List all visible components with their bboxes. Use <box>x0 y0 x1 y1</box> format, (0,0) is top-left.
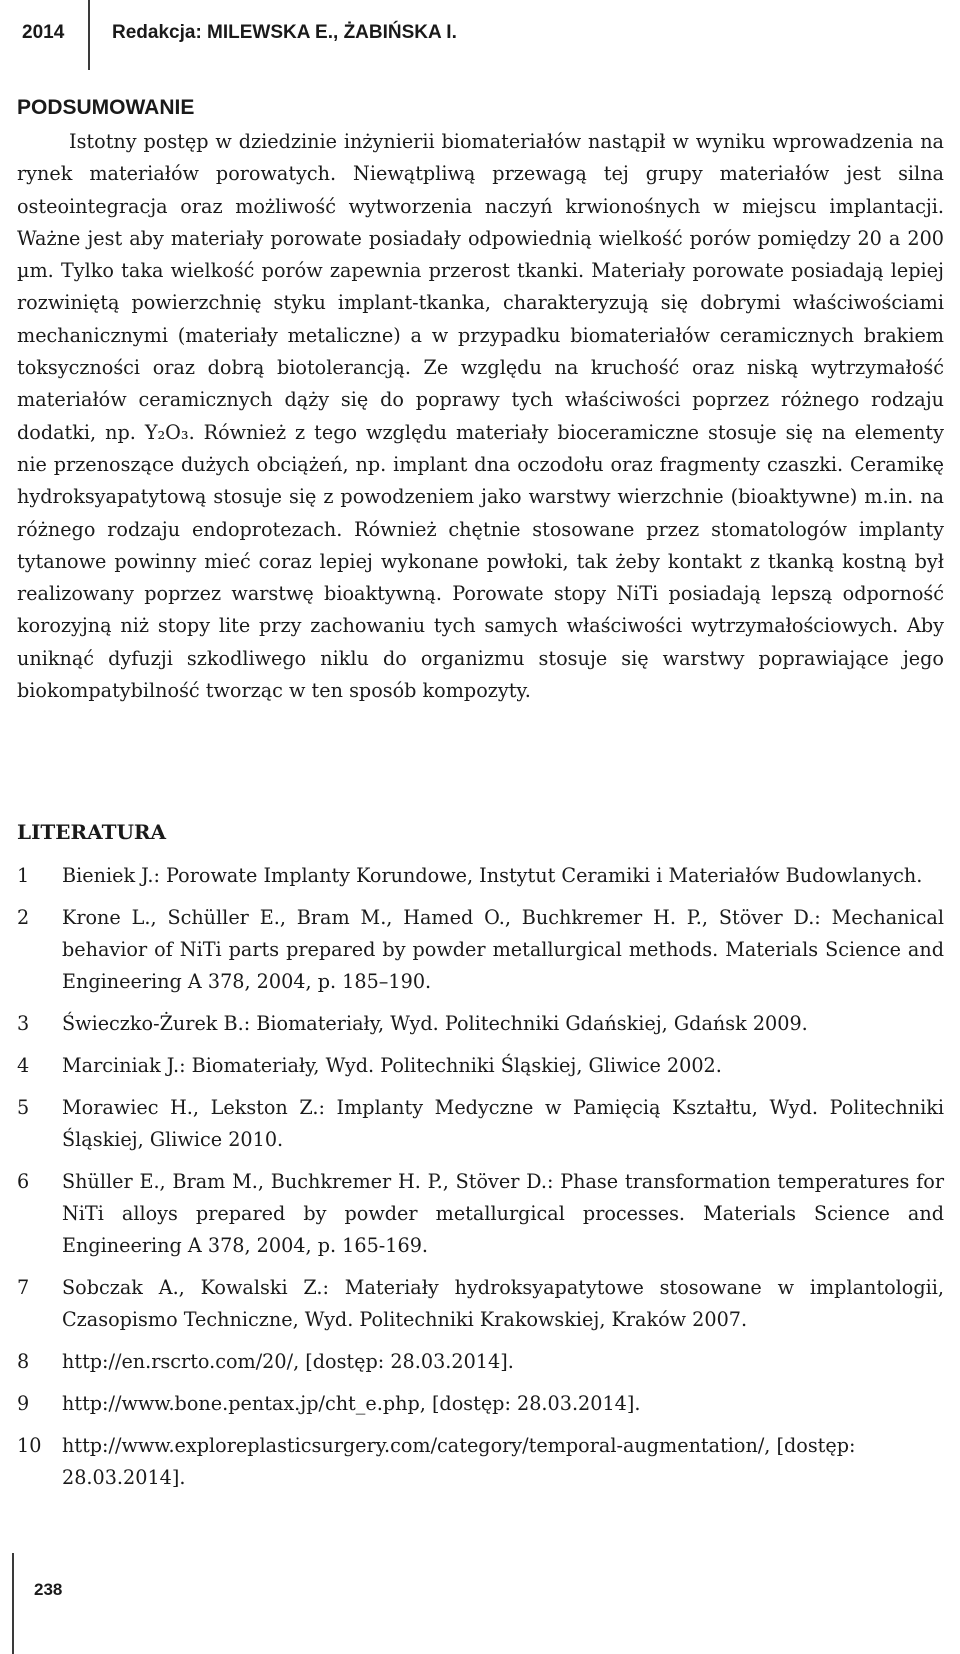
reference-item <box>17 1346 944 1378</box>
reference-text: Sobczak A., Kowalski Z.: Materiały hydroksyapatytowe stosowane w implantologii, Czasopismo Techniczne, Wyd. Politechniki Krakowskiej, Kraków 2007. <box>62 1276 944 1331</box>
reference-item <box>17 902 944 998</box>
reference-number: 1 <box>17 864 30 887</box>
reference-text: Morawiec H., Lekston Z.: Implanty Medyczne w Pamięcią Kształtu, Wyd. Politechniki Śląskiej, Gliwice 2010. <box>62 1096 944 1151</box>
reference-link[interactable]: http://en.rscrto.com/20/, [dostęp: 28.03.2014]. <box>62 1350 514 1373</box>
summary-paragraph: Istotny postęp w dziedzinie inżynierii biomateriałów nastąpił w wyniku wprowadzenia na rynek materiałów porowatych. Niewątpliwą przewagą tej grupy materiałów jest silna osteointegracja oraz możliwość wytworzenia naczyń krwionośnych w miejscu implantacji. Ważne jest aby materiały porowate posiadały odpowiednią wielkość porów pomiędzy 20 a 200 µm. Tylko taka wielkość porów zapewnia przerost tkanki. Materiały porowate posiadają lepiej rozwiniętą powierzchnię styku implant-tkanka, charakteryzują się dobrymi właściwościami mechanicznymi (materiały metaliczne) a w przypadku biomateriałów ceramicznych brakiem toksyczności oraz dobrą biotolerancją. Ze względu na kruchość oraz niską wytrzymałość materiałów ceramicznych dąży się do poprawy tych właściwości poprzez różnego rodzaju dodatki, np. Y₂O₃. Również z tego względu materiały bioceramiczne stosuje się na elementy nie przenoszące dużych obciążeń, np. implant dna oczodołu oraz fragmenty czaszki. Ceramikę hydroksyapatytową stosuje się z powodzeniem jako warstwy wierzchnie (bioaktywne) m.in. na różnego rodzaju endoprotezach. Również chętnie stosowane przez stomatologów implanty tytanowe powinny mieć coraz lepiej wykonane powłoki, tak żeby kontakt z tkanką kostną był realizowany poprzez warstwę bioaktywną. Porowate stopy NiTi posiadają lepszą odporność korozyjną niż stopy lite przy zachowaniu tych samych właściwości wytrzymałościowych. Aby uniknąć dyfuzji szkodliwego niklu do organizmu stosuje się warstwy poprawiające jego biokompatybilność tworząc w ten sposób kompozyty. <box>17 130 944 703</box>
summary-heading: PODSUMOWANIE <box>17 96 195 119</box>
reference-number: 9 <box>17 1392 30 1415</box>
reference-item <box>17 860 944 892</box>
reference-text: Marciniak J.: Biomateriały, Wyd. Politechniki Śląskiej, Gliwice 2002. <box>62 1054 722 1077</box>
reference-text: Bieniek J.: Porowate Implanty Korundowe, Instytut Ceramiki i Materiałów Budowlanych. <box>62 864 923 887</box>
reference-text: Shüller E., Bram M., Buchkremer H. P., Stöver D.: Phase transformation temperatures for NiTi alloys prepared by powder metallurgical processes. Materials Science and Engineering A 378, 2004, p. 165-169. <box>62 1170 944 1257</box>
reference-text: Krone L., Schüller E., Bram M., Hamed O., Buchkremer H. P., Stöver D.: Mechanical behavior of NiTi parts prepared by powder metallurgical methods. Materials Science and Engineering A 378, 2004, p. 185–190. <box>62 906 944 993</box>
literature-heading: LITERATURA <box>17 820 167 844</box>
page-header <box>0 0 960 70</box>
header-editors: Redakcja: MILEWSKA E., ŻABIŃSKA I. <box>112 22 457 43</box>
reference-item <box>17 1272 944 1336</box>
reference-number: 6 <box>17 1170 30 1193</box>
summary-section <box>17 126 944 707</box>
reference-link[interactable]: http://www.exploreplasticsurgery.com/category/temporal-augmentation/, [dostęp: 28.03.2014]. <box>62 1434 856 1489</box>
reference-list <box>17 860 944 1504</box>
reference-item <box>17 1430 944 1494</box>
reference-link[interactable]: http://www.bone.pentax.jp/cht_e.php, [dostęp: 28.03.2014]. <box>62 1392 641 1415</box>
reference-number: 3 <box>17 1012 30 1035</box>
reference-number: 7 <box>17 1276 30 1299</box>
footer-divider <box>12 1553 14 1654</box>
reference-item <box>17 1388 944 1420</box>
header-year: 2014 <box>22 22 65 43</box>
reference-number: 4 <box>17 1054 30 1077</box>
header-divider <box>88 0 90 70</box>
reference-item <box>17 1166 944 1262</box>
reference-number: 10 <box>17 1434 42 1457</box>
reference-item <box>17 1092 944 1156</box>
reference-number: 8 <box>17 1350 30 1373</box>
reference-number: 5 <box>17 1096 30 1119</box>
reference-item <box>17 1050 944 1082</box>
reference-item <box>17 1008 944 1040</box>
reference-text: Świeczko-Żurek B.: Biomateriały, Wyd. Politechniki Gdańskiej, Gdańsk 2009. <box>62 1012 808 1035</box>
reference-number: 2 <box>17 906 30 929</box>
page-number: 238 <box>34 1580 63 1599</box>
